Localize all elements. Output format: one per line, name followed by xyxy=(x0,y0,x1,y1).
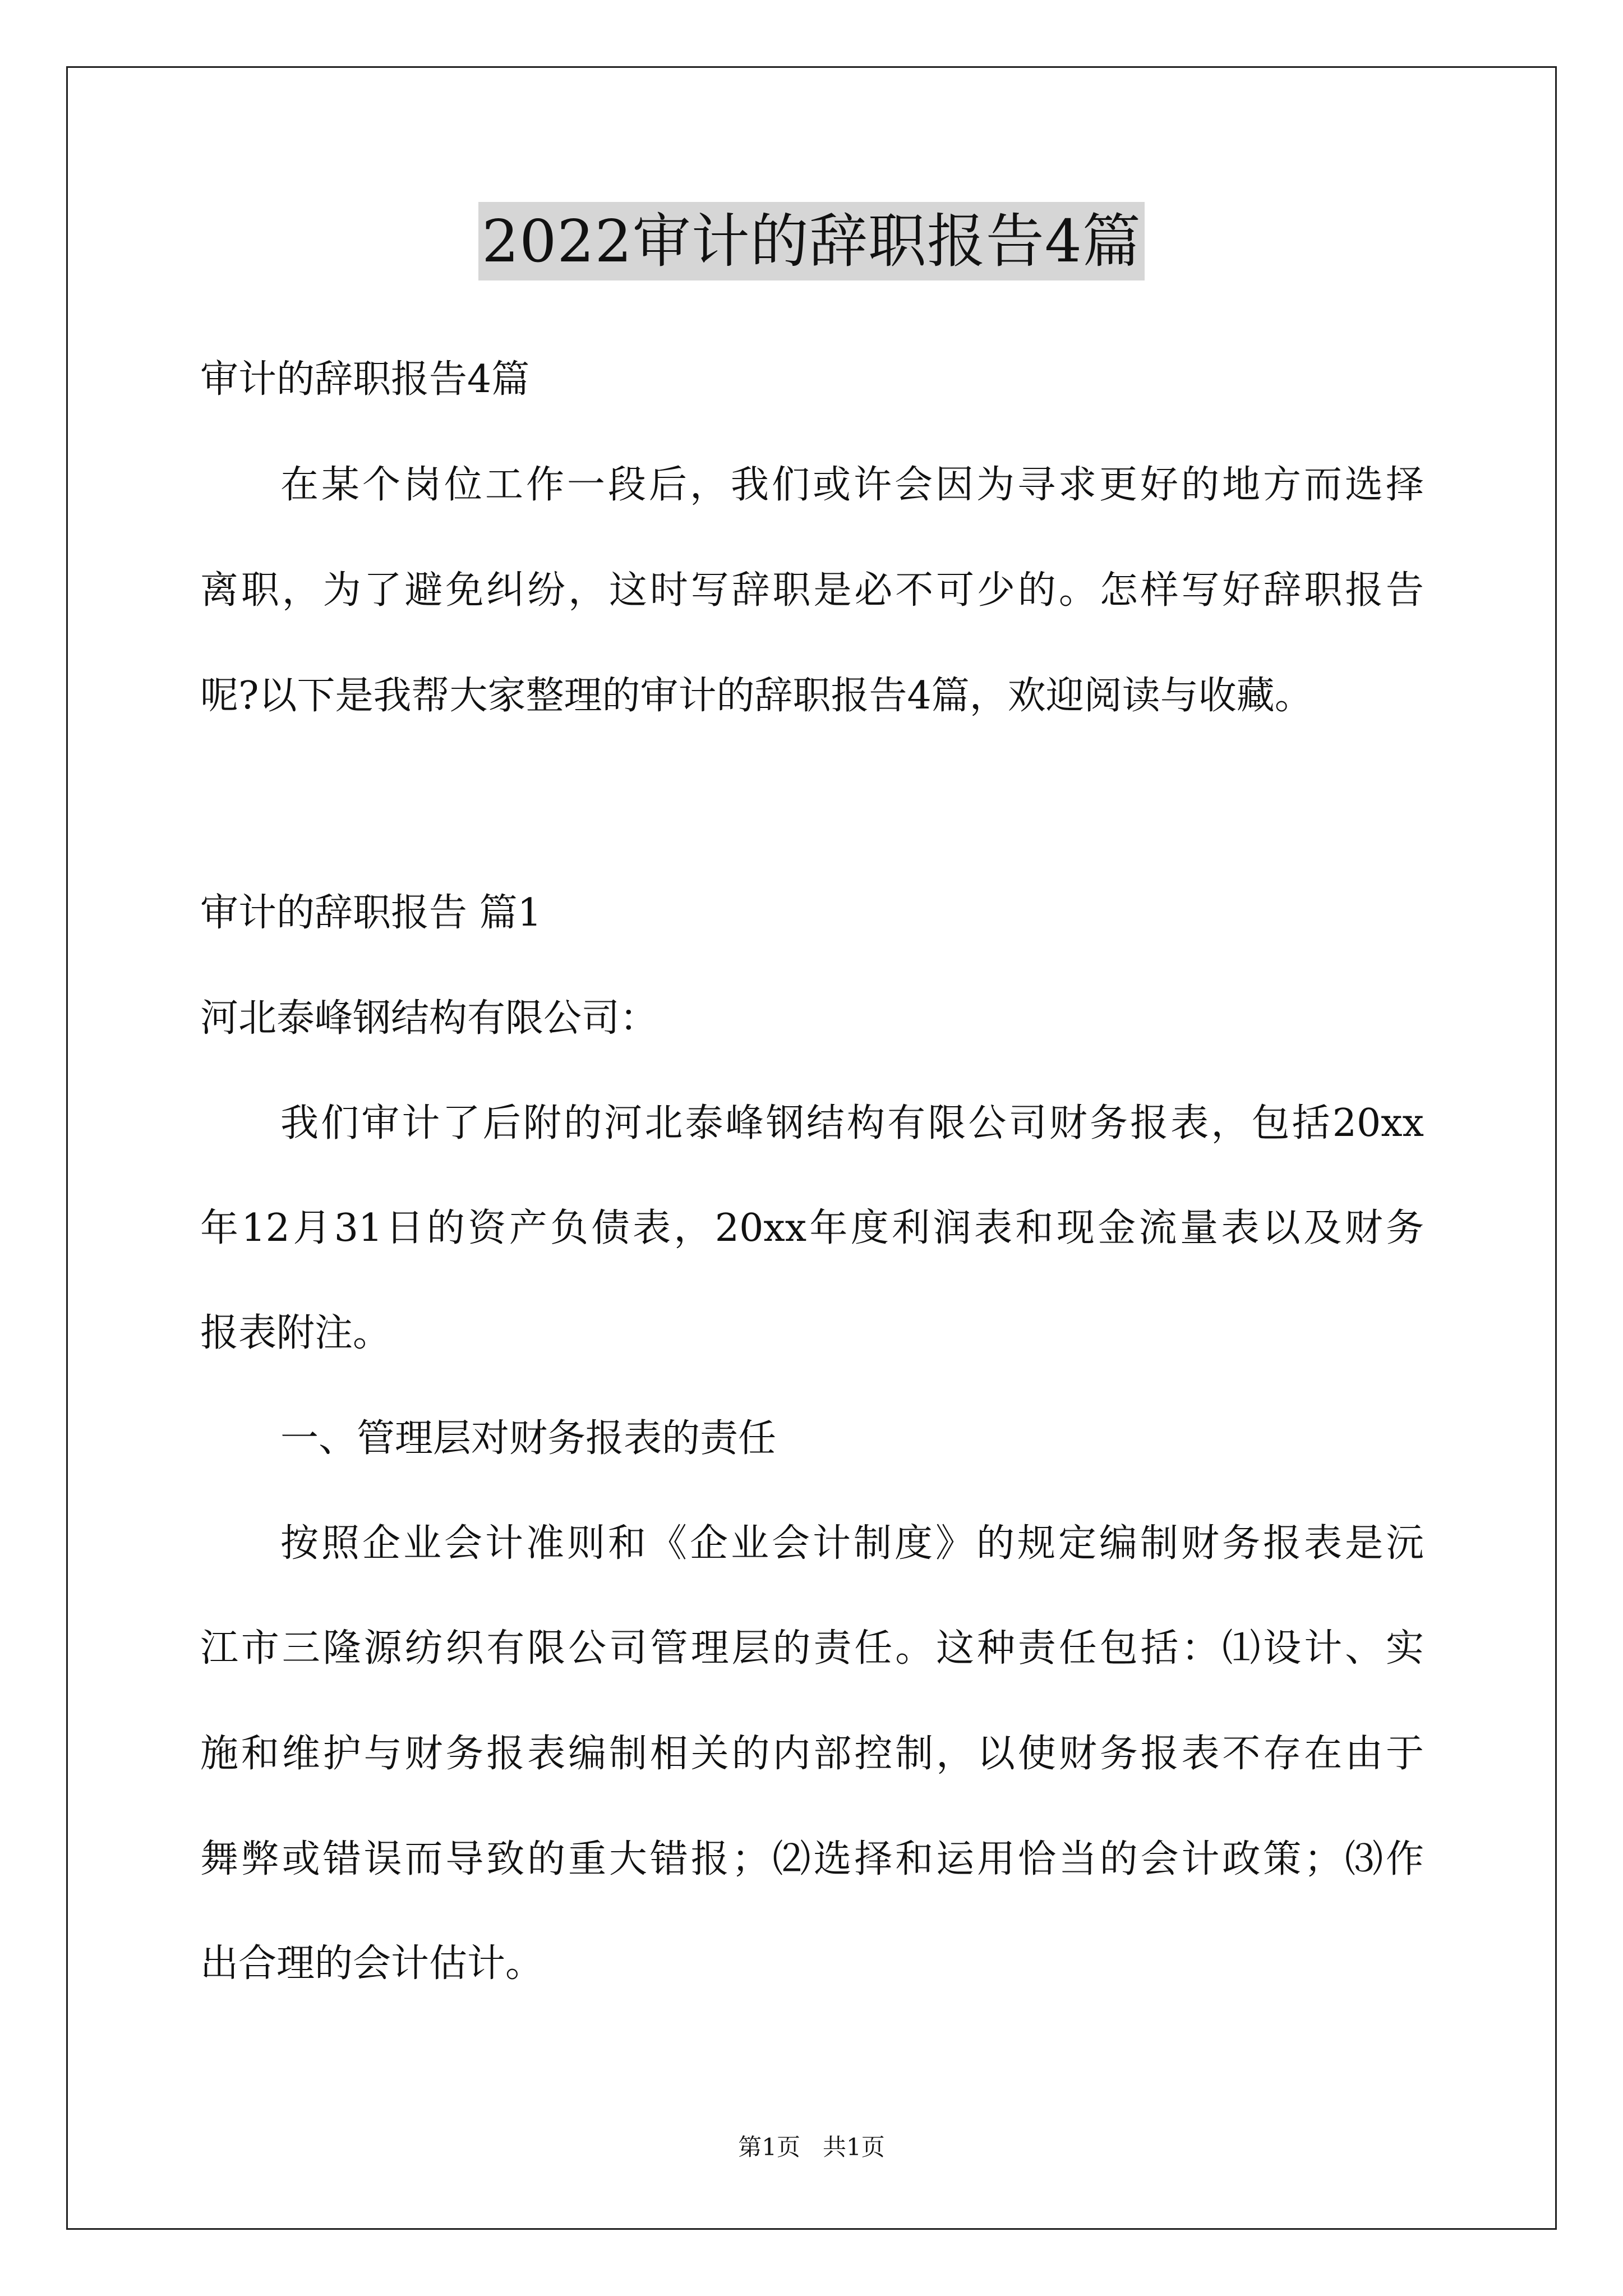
page-footer: 第1页 共1页 xyxy=(738,2133,885,2161)
paragraph2-line-2: 江市三隆源纺织有限公司管理层的责任。这种责任包括：⑴设计、实 xyxy=(200,1626,1424,1671)
paragraph2-line-3: 施和维护与财务报表编制相关的内部控制，以使财务报表不存在由于 xyxy=(200,1732,1424,1776)
subheading: 一、管理层对财务报表的责任 xyxy=(280,1416,777,1461)
intro-line-3: 呢?以下是我帮大家整理的审计的辞职报告4篇，欢迎阅读与收藏。 xyxy=(200,674,1313,718)
document-subtitle: 审计的辞职报告4篇 xyxy=(200,357,530,402)
paragraph1-line-3: 报表附注。 xyxy=(200,1311,391,1355)
section-heading: 审计的辞职报告 篇1 xyxy=(200,891,542,935)
addressee: 河北泰峰钢结构有限公司： xyxy=(200,996,658,1041)
document-title: 2022审计的辞职报告4篇 xyxy=(478,202,1145,280)
paragraph2-line-1: 按照企业会计准则和《企业会计制度》的规定编制财务报表是沅 xyxy=(280,1521,1424,1566)
intro-line-1: 在某个岗位工作一段后，我们或许会因为寻求更好的地方而选择 xyxy=(280,463,1424,507)
title-container xyxy=(0,202,1623,280)
intro-line-2: 离职，为了避免纠纷，这时写辞职是必不可少的。怎样写好辞职报告 xyxy=(200,568,1424,613)
paragraph1-line-1: 我们审计了后附的河北泰峰钢结构有限公司财务报表，包括20xx xyxy=(280,1101,1424,1145)
paragraph1-line-2: 年12月31日的资产负债表，20xx年度利润表和现金流量表以及财务 xyxy=(200,1206,1424,1250)
paragraph2-line-5: 出合理的会计估计。 xyxy=(200,1941,544,1986)
paragraph2-line-4: 舞弊或错误而导致的重大错报；⑵选择和运用恰当的会计政策；⑶作 xyxy=(200,1837,1424,1881)
